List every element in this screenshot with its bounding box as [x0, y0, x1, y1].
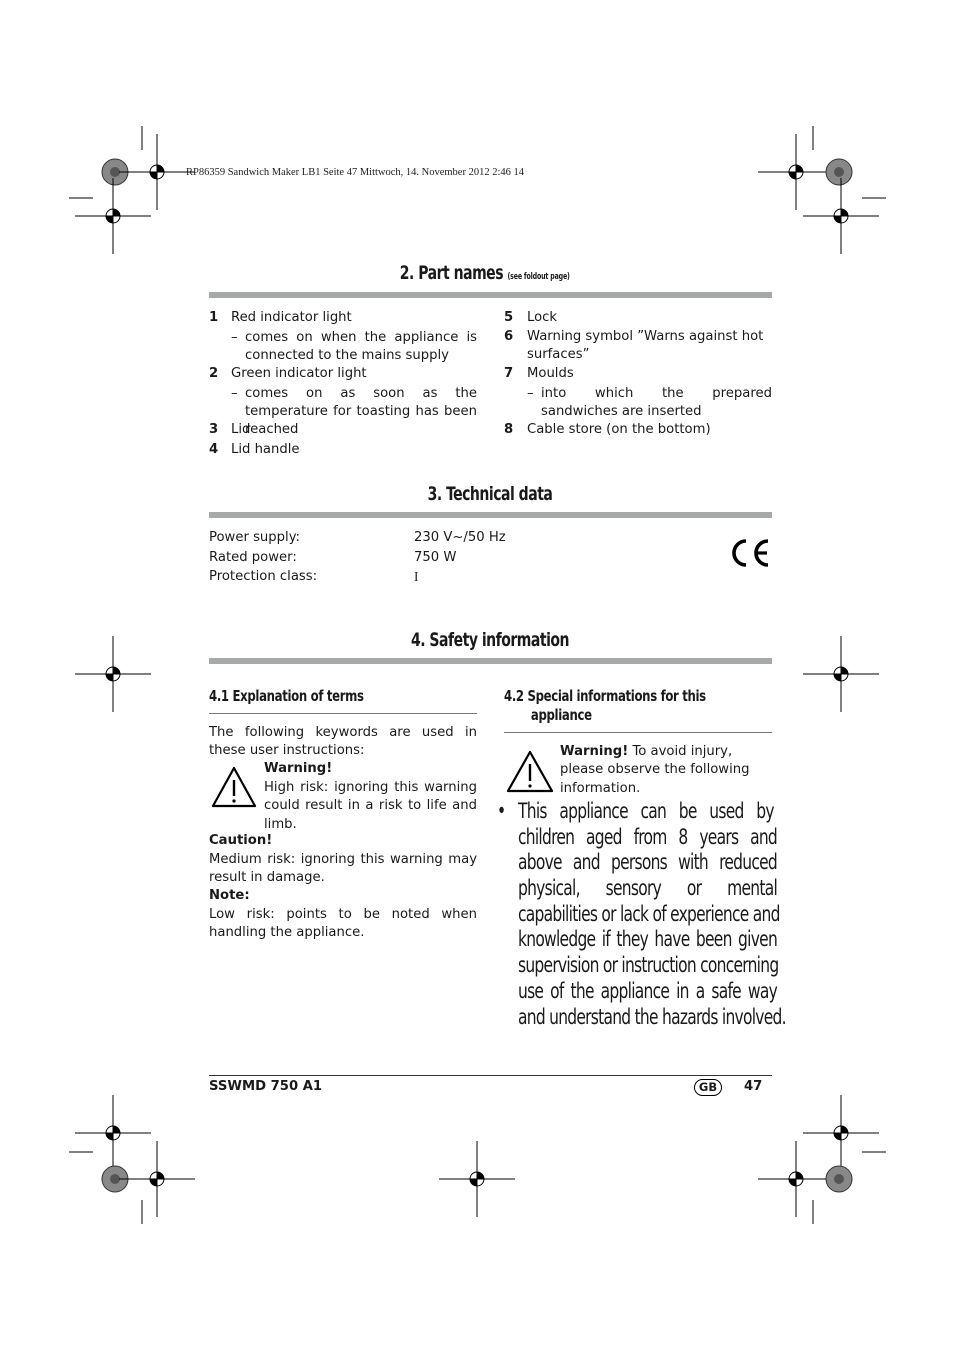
warning-text: High risk: ignoring this warning could result in a risk to life and limb.	[264, 780, 477, 832]
part-detail: – into which the prepared sandwiches are inserted	[527, 386, 772, 419]
warning-triangle-icon	[210, 765, 258, 809]
caution-label: Caution!	[209, 833, 273, 848]
foldout-note: (see foldout page)	[507, 272, 570, 282]
tech-value: I	[414, 569, 419, 584]
terms-intro: The following keywords are used in these user instructions:	[209, 725, 477, 759]
bullet-line: capabilities or lack of experience and	[518, 901, 780, 926]
part-label: Green indicator light	[231, 366, 367, 381]
tech-value: 230 V~/50 Hz	[414, 530, 506, 545]
part-label: Lid handle	[231, 442, 300, 457]
part-number: 2	[209, 366, 219, 381]
bullet-line: above and persons with reduced	[518, 850, 778, 875]
part-number: 5	[504, 310, 514, 325]
part-number: 3	[209, 422, 219, 437]
ce-mark-icon	[728, 538, 772, 568]
part-detail-text: comes on as soon as the temperature for toasting has been reached	[245, 386, 477, 437]
section-title-safety-information: 4. Safety information	[410, 629, 570, 651]
special-warning-text: To avoid injury, please observe the following information.	[560, 744, 750, 796]
bullet-line: knowledge if they have been given	[518, 927, 778, 952]
part-number: 8	[504, 422, 514, 437]
warning-triangle-icon	[505, 749, 555, 794]
subsection-title-special-informations	[504, 687, 706, 725]
note-label: Note:	[209, 888, 250, 903]
section-rule	[209, 292, 772, 298]
part-label: Lock	[527, 310, 558, 325]
part-label: Lid	[231, 422, 251, 437]
part-number: 1	[209, 310, 219, 325]
part-names-heading: 2. Part names	[399, 262, 504, 284]
special-warning-label: Warning!	[560, 744, 629, 759]
part-label-cont: surfaces”	[527, 347, 590, 362]
children-safety-bullet	[497, 799, 786, 1030]
section-rule	[209, 658, 772, 664]
bullet-line: supervision or instruction concerning	[518, 953, 779, 978]
country-badge: GB	[694, 1079, 722, 1096]
bullet-line: children aged from 8 years and	[518, 824, 778, 849]
bullet-line: physical, sensory or mental	[518, 876, 778, 901]
part-label: Warning symbol ”Warns against hot	[527, 329, 764, 344]
warning-label: Warning!	[264, 761, 333, 776]
part-number: 7	[504, 366, 514, 381]
subsection-title-line2: appliance	[530, 706, 592, 724]
page-number: 47	[744, 1079, 763, 1094]
tech-label: Protection class:	[209, 569, 318, 584]
footer-rule	[209, 1075, 772, 1076]
part-label: Red indicator light	[231, 310, 352, 325]
part-detail: – comes on as soon as the temperature for toasting has been reached	[231, 386, 477, 437]
section-rule	[209, 512, 772, 518]
subsection-title-explanation-of-terms: 4.1 Explanation of terms	[209, 687, 364, 705]
subsection-rule	[209, 713, 477, 714]
footer-model: SSWMD 750 A1	[209, 1079, 323, 1094]
bullet-line: and understand the hazards involved.	[518, 1004, 786, 1029]
part-detail-text: into which the prepared sandwiches are inserted	[541, 386, 772, 419]
part-number: 4	[209, 442, 219, 457]
part-number: 6	[504, 329, 514, 344]
part-detail: – comes on when the appliance is connected to the mains supply	[231, 330, 477, 363]
caution-text: Medium risk: ignoring this warning may result in damage.	[209, 852, 477, 886]
part-label: Moulds	[527, 366, 574, 381]
tech-label: Rated power:	[209, 550, 297, 565]
bullet-line: use of the appliance in a safe way	[518, 978, 778, 1003]
special-warning	[560, 743, 772, 798]
tech-label: Power supply:	[209, 530, 300, 545]
part-detail-text: comes on when the appliance is connected to the mains supply	[245, 330, 477, 363]
section-title-part-names	[400, 262, 580, 284]
print-slug-header: RP86359 Sandwich Maker LB1 Seite 47 Mittwoch, 14. November 2012 2:46 14	[186, 167, 525, 178]
bullet-line: • This appliance can be used by	[497, 799, 774, 823]
section-title-technical-data: 3. Technical data	[427, 483, 553, 505]
subsection-rule	[504, 732, 772, 733]
tech-value: 750 W	[414, 550, 457, 565]
note-text: Low risk: points to be noted when handling the appliance.	[209, 907, 477, 941]
part-label: Cable store (on the bottom)	[527, 422, 711, 437]
subsection-title-line1: 4.2 Special informations for this	[504, 687, 706, 705]
